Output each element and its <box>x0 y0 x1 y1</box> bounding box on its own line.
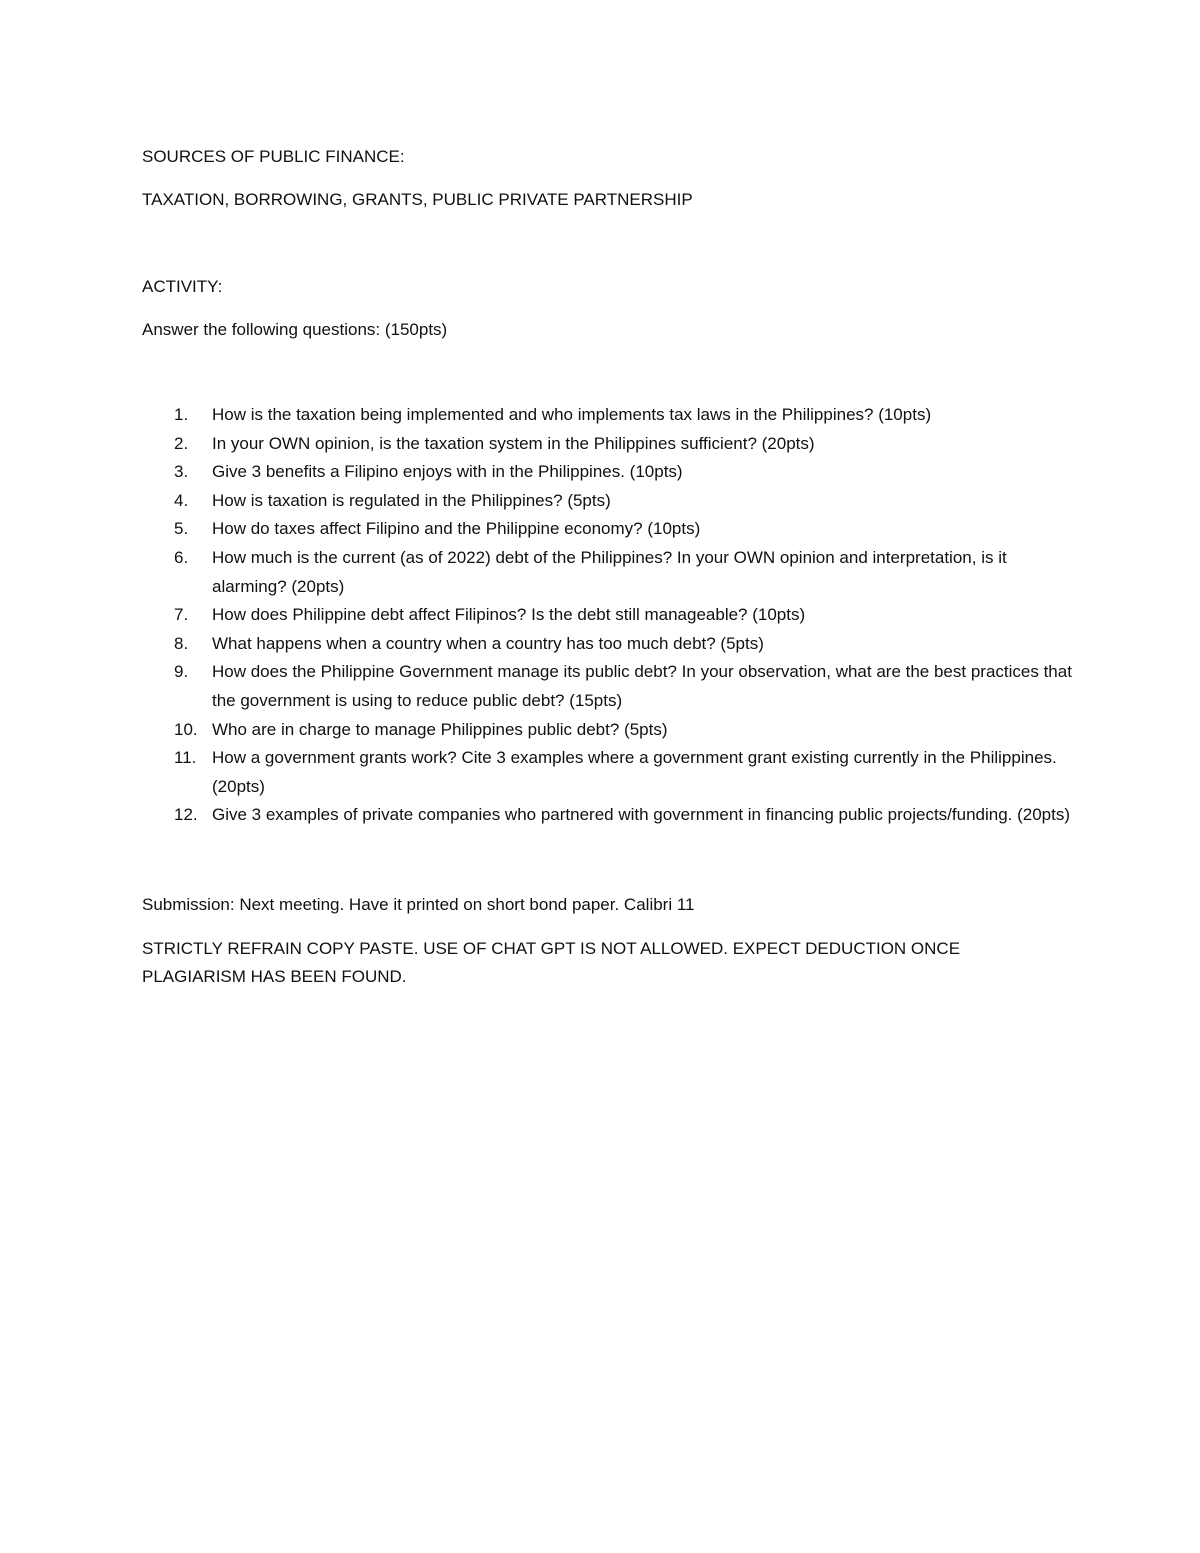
question-item <box>142 515 1072 544</box>
question-number: 10. <box>174 719 198 739</box>
question-text: Who are in charge to manage Philippines public debt? (5pts) <box>212 719 668 739</box>
question-text: Give 3 examples of private companies who partnered with government in financing public projects/funding. (20pts) <box>212 805 1071 825</box>
question-item <box>142 458 1072 487</box>
question-number: 9. <box>174 662 189 682</box>
question-number: 6. <box>174 547 189 567</box>
question-text: How does Philippine debt affect Filipinos? Is the debt still manageable? (10pts) <box>212 605 806 625</box>
question-item <box>142 544 1072 601</box>
question-number: 7. <box>174 605 189 625</box>
question-item <box>142 744 1072 801</box>
document-body <box>142 143 1072 991</box>
question-number: 4. <box>174 490 189 510</box>
question-number: 12. <box>174 805 198 825</box>
question-item <box>142 716 1072 745</box>
question-text: How do taxes affect Filipino and the Philippine economy? (10pts) <box>212 519 701 539</box>
question-number: 11. <box>174 748 197 768</box>
question-text: How does the Philippine Government manage its public debt? In your observation, what are the best practices that the government is using to reduce public debt? (15pts) <box>212 662 1072 710</box>
question-number: 5. <box>174 519 189 539</box>
document-title: SOURCES OF PUBLIC FINANCE: <box>142 147 405 166</box>
question-text: How much is the current (as of 2022) debt of the Philippines? In your OWN opinion and interpretation, is it alarming? (20pts) <box>212 547 1007 596</box>
question-item <box>142 658 1072 715</box>
question-text: How a government grants work? Cite 3 examples where a government grant existing currently in the Philippines. (20pts) <box>212 748 1057 796</box>
submission-note: Submission: Next meeting. Have it printed on short bond paper. Calibri 11 <box>142 894 695 914</box>
question-item <box>142 430 1072 459</box>
instruction-text: Answer the following questions: (150pts) <box>142 320 448 339</box>
question-text: How is taxation is regulated in the Philippines? (5pts) <box>212 490 611 510</box>
question-number: 1. <box>174 405 189 424</box>
question-item <box>142 630 1072 659</box>
document-subtitle: TAXATION, BORROWING, GRANTS, PUBLIC PRIVATE PARTNERSHIP <box>142 190 693 209</box>
question-text: Give 3 benefits a Filipino enjoys with in the Philippines. (10pts) <box>212 462 683 482</box>
question-text: What happens when a country when a country has too much debt? (5pts) <box>212 633 764 653</box>
question-item <box>142 801 1072 830</box>
question-number: 2. <box>174 433 189 453</box>
question-item <box>142 601 1072 630</box>
question-list <box>142 401 1072 830</box>
question-text: How is the taxation being implemented and who implements tax laws in the Philippines? (10pts) <box>212 405 932 424</box>
question-number: 8. <box>174 633 189 653</box>
question-text: In your OWN opinion, is the taxation system in the Philippines sufficient? (20pts) <box>212 433 815 453</box>
activity-label: ACTIVITY: <box>142 277 223 296</box>
question-item <box>142 401 1072 430</box>
question-number: 3. <box>174 462 189 482</box>
plagiarism-warning: STRICTLY REFRAIN COPY PASTE. USE OF CHAT GPT IS NOT ALLOWED. EXPECT DEDUCTION ONCE PLAGIARISM HAS BEEN FOUND. <box>142 938 961 986</box>
question-item <box>142 487 1072 516</box>
